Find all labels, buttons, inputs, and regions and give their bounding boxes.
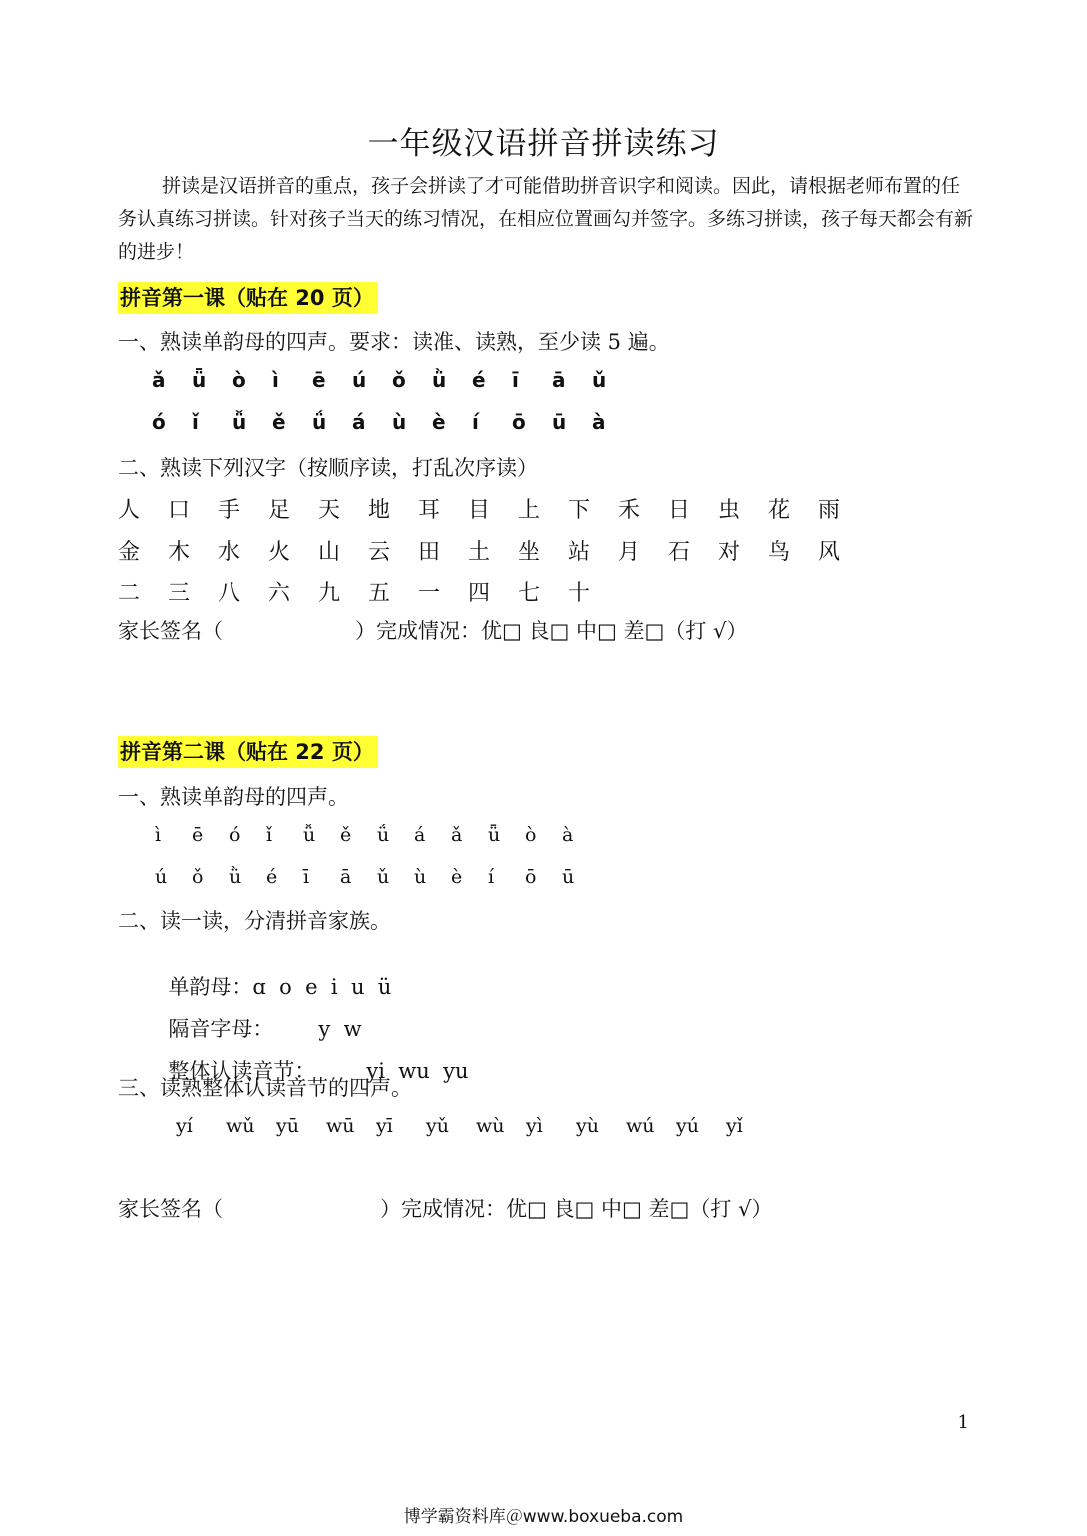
completion-status: ）完成情况：优□ 良□ 中□ 差□（打 √）: [355, 619, 748, 643]
vowel: è: [432, 410, 446, 434]
hanzi: 坐: [518, 540, 541, 565]
syllable: wǔ: [226, 1115, 255, 1137]
hanzi: 花: [768, 498, 791, 523]
hanzi: 八: [218, 581, 241, 606]
vowel: ě: [272, 410, 286, 434]
vowel: à: [562, 824, 574, 846]
hanzi: 石: [668, 540, 691, 565]
lesson2-task3: 三、读熟整体认读音节的四声。: [118, 1076, 412, 1100]
hanzi: 口: [168, 498, 191, 523]
hanzi: 禾: [618, 498, 641, 523]
separator-letters: y w: [318, 1017, 362, 1041]
vowel: ē: [312, 368, 326, 392]
hanzi: 云: [368, 540, 391, 565]
syllable: wú: [626, 1115, 655, 1137]
vowel: ù: [414, 866, 427, 888]
vowel: ī: [512, 368, 519, 392]
single-finals-label: 单韵母：: [168, 975, 253, 999]
separator-letters-label: 隔音字母：: [168, 1017, 274, 1041]
parent-signature-label: 家长签名（: [118, 619, 223, 643]
lesson2-task2: 二、读一读，分清拼音家族。: [118, 909, 391, 933]
lesson1-task1: 一、熟读单韵母的四声。要求：读准、读熟，至少读 5 遍。: [118, 330, 670, 354]
vowel: ú: [155, 866, 168, 888]
hanzi: 地: [368, 498, 391, 523]
hanzi: 耳: [418, 498, 441, 523]
hanzi: 下: [568, 498, 591, 523]
vowel: ì: [272, 368, 279, 392]
vowel: ǘ: [377, 824, 390, 846]
vowel: ǖ: [488, 824, 501, 846]
syllable: yú: [676, 1115, 699, 1137]
vowel: ó: [229, 824, 241, 846]
vowel: é: [472, 368, 486, 392]
vowel: ǚ: [303, 824, 316, 846]
hanzi: 天: [318, 498, 341, 523]
hanzi: 水: [218, 540, 241, 565]
hanzi: 鸟: [768, 540, 791, 565]
syllable: wū: [326, 1115, 355, 1137]
hanzi: 足: [268, 498, 291, 523]
syllable: yǐ: [726, 1115, 743, 1137]
vowel: ù: [392, 410, 407, 434]
hanzi-row2: [118, 535, 868, 566]
hanzi: 七: [518, 581, 541, 606]
vowel: ǐ: [192, 410, 199, 434]
lesson1-heading: 拼音第一课（贴在 20 页）: [118, 282, 378, 314]
vowel: à: [592, 410, 606, 434]
vowel: ǒ: [392, 368, 406, 392]
lesson2-signature-line: [118, 1193, 772, 1223]
parent-signature-label: 家长签名（: [118, 1197, 223, 1221]
hanzi: 雨: [818, 498, 841, 523]
lesson2-heading: 拼音第二课（贴在 22 页）: [118, 736, 378, 768]
vowel: ǚ: [232, 410, 247, 434]
vowel: ǔ: [377, 866, 390, 888]
lesson1-task2: 二、熟读下列汉字（按顺序读，打乱次序读）: [118, 456, 538, 480]
vowel: é: [266, 866, 278, 888]
page-number: 1: [957, 1412, 969, 1433]
hanzi: 金: [118, 540, 141, 565]
lesson2-vowels-row1: [155, 824, 599, 846]
vowel: ì: [155, 824, 162, 846]
vowel: ē: [192, 824, 204, 846]
hanzi: 田: [418, 540, 441, 565]
hanzi: 上: [518, 498, 541, 523]
hanzi: 二: [118, 581, 141, 606]
intro-paragraph: 拼读是汉语拼音的重点，孩子会拼读了才可能借助拼音识字和阅读。因此，请根据老师布置的任务认真练习拼读。针对孩子当天的练习情况，在相应位置画勾并签字。多练习拼读，孩子每天都会有新的进步！: [118, 175, 974, 263]
page-title: 一年级汉语拼音拼读练习: [367, 126, 720, 162]
vowel: ā: [552, 368, 566, 392]
vowel: ǘ: [312, 410, 327, 434]
hanzi: 对: [718, 540, 741, 565]
hanzi: 目: [468, 498, 491, 523]
vowel: ò: [232, 368, 246, 392]
syllable: yǔ: [426, 1115, 449, 1137]
hanzi-row3: [118, 576, 618, 607]
hanzi: 山: [318, 540, 341, 565]
vowel: á: [352, 410, 366, 434]
hanzi: 虫: [718, 498, 741, 523]
vowel: ō: [512, 410, 526, 434]
hanzi: 人: [118, 498, 141, 523]
lesson1-heading-wrap: [118, 282, 378, 312]
vowel: ě: [340, 824, 352, 846]
vowel: ī: [303, 866, 310, 888]
vowel: ā: [340, 866, 352, 888]
syllable: yì: [526, 1115, 543, 1137]
vowel: í: [472, 410, 479, 434]
completion-status: ）完成情况：优□ 良□ 中□ 差□（打 √）: [380, 1197, 773, 1221]
vowel: ū: [562, 866, 575, 888]
vowel: ú: [352, 368, 367, 392]
syllable: yī: [376, 1115, 393, 1137]
hanzi: 站: [568, 540, 591, 565]
vowel: ū: [552, 410, 567, 434]
vowel: ō: [525, 866, 537, 888]
whole-syllables-label: 整体认读音节：: [168, 1059, 316, 1083]
vowel: ǎ: [152, 368, 166, 392]
syllable: yū: [276, 1115, 299, 1137]
hanzi-row1: [118, 493, 868, 524]
vowel: ǎ: [451, 824, 463, 846]
hanzi: 九: [318, 581, 341, 606]
vowel: ǜ: [229, 866, 242, 888]
lesson1-signature-line: [118, 615, 747, 645]
single-finals: ɑ o e i u ü: [252, 975, 392, 999]
vowel: ǖ: [192, 368, 207, 392]
footer-watermark: 博学霸资料库＠www.boxueba.com: [403, 1507, 684, 1527]
vowel: ò: [525, 824, 537, 846]
vowel: ó: [152, 410, 166, 434]
hanzi: 木: [168, 540, 191, 565]
lesson1-vowels-row2: [152, 410, 632, 434]
vowel: ǔ: [592, 368, 607, 392]
hanzi: 一: [418, 581, 441, 606]
hanzi: 风: [818, 540, 841, 565]
vowel: á: [414, 824, 426, 846]
hanzi: 六: [268, 581, 291, 606]
syllable: yù: [576, 1115, 599, 1137]
vowel: ǐ: [266, 824, 273, 846]
syllables-row: [176, 1115, 776, 1137]
vowel: í: [488, 866, 495, 888]
hanzi: 四: [468, 581, 491, 606]
vowel: ǒ: [192, 866, 204, 888]
whole-syllables: yi wu yu: [366, 1059, 469, 1083]
hanzi: 三: [168, 581, 191, 606]
hanzi: 火: [268, 540, 291, 565]
lesson2-task1: 一、熟读单韵母的四声。: [118, 785, 349, 809]
lesson2-vowels-row2: [155, 866, 599, 888]
hanzi: 五: [368, 581, 391, 606]
syllable: yí: [176, 1115, 193, 1137]
vowel: ǜ: [432, 368, 447, 392]
lesson1-vowels-row1: [152, 368, 632, 392]
hanzi: 月: [618, 540, 641, 565]
lesson2-heading-wrap: [118, 736, 378, 766]
hanzi: 日: [668, 498, 691, 523]
syllable: wù: [476, 1115, 505, 1137]
hanzi: 手: [218, 498, 241, 523]
hanzi: 土: [468, 540, 491, 565]
vowel: è: [451, 866, 463, 888]
hanzi: 十: [568, 581, 591, 606]
